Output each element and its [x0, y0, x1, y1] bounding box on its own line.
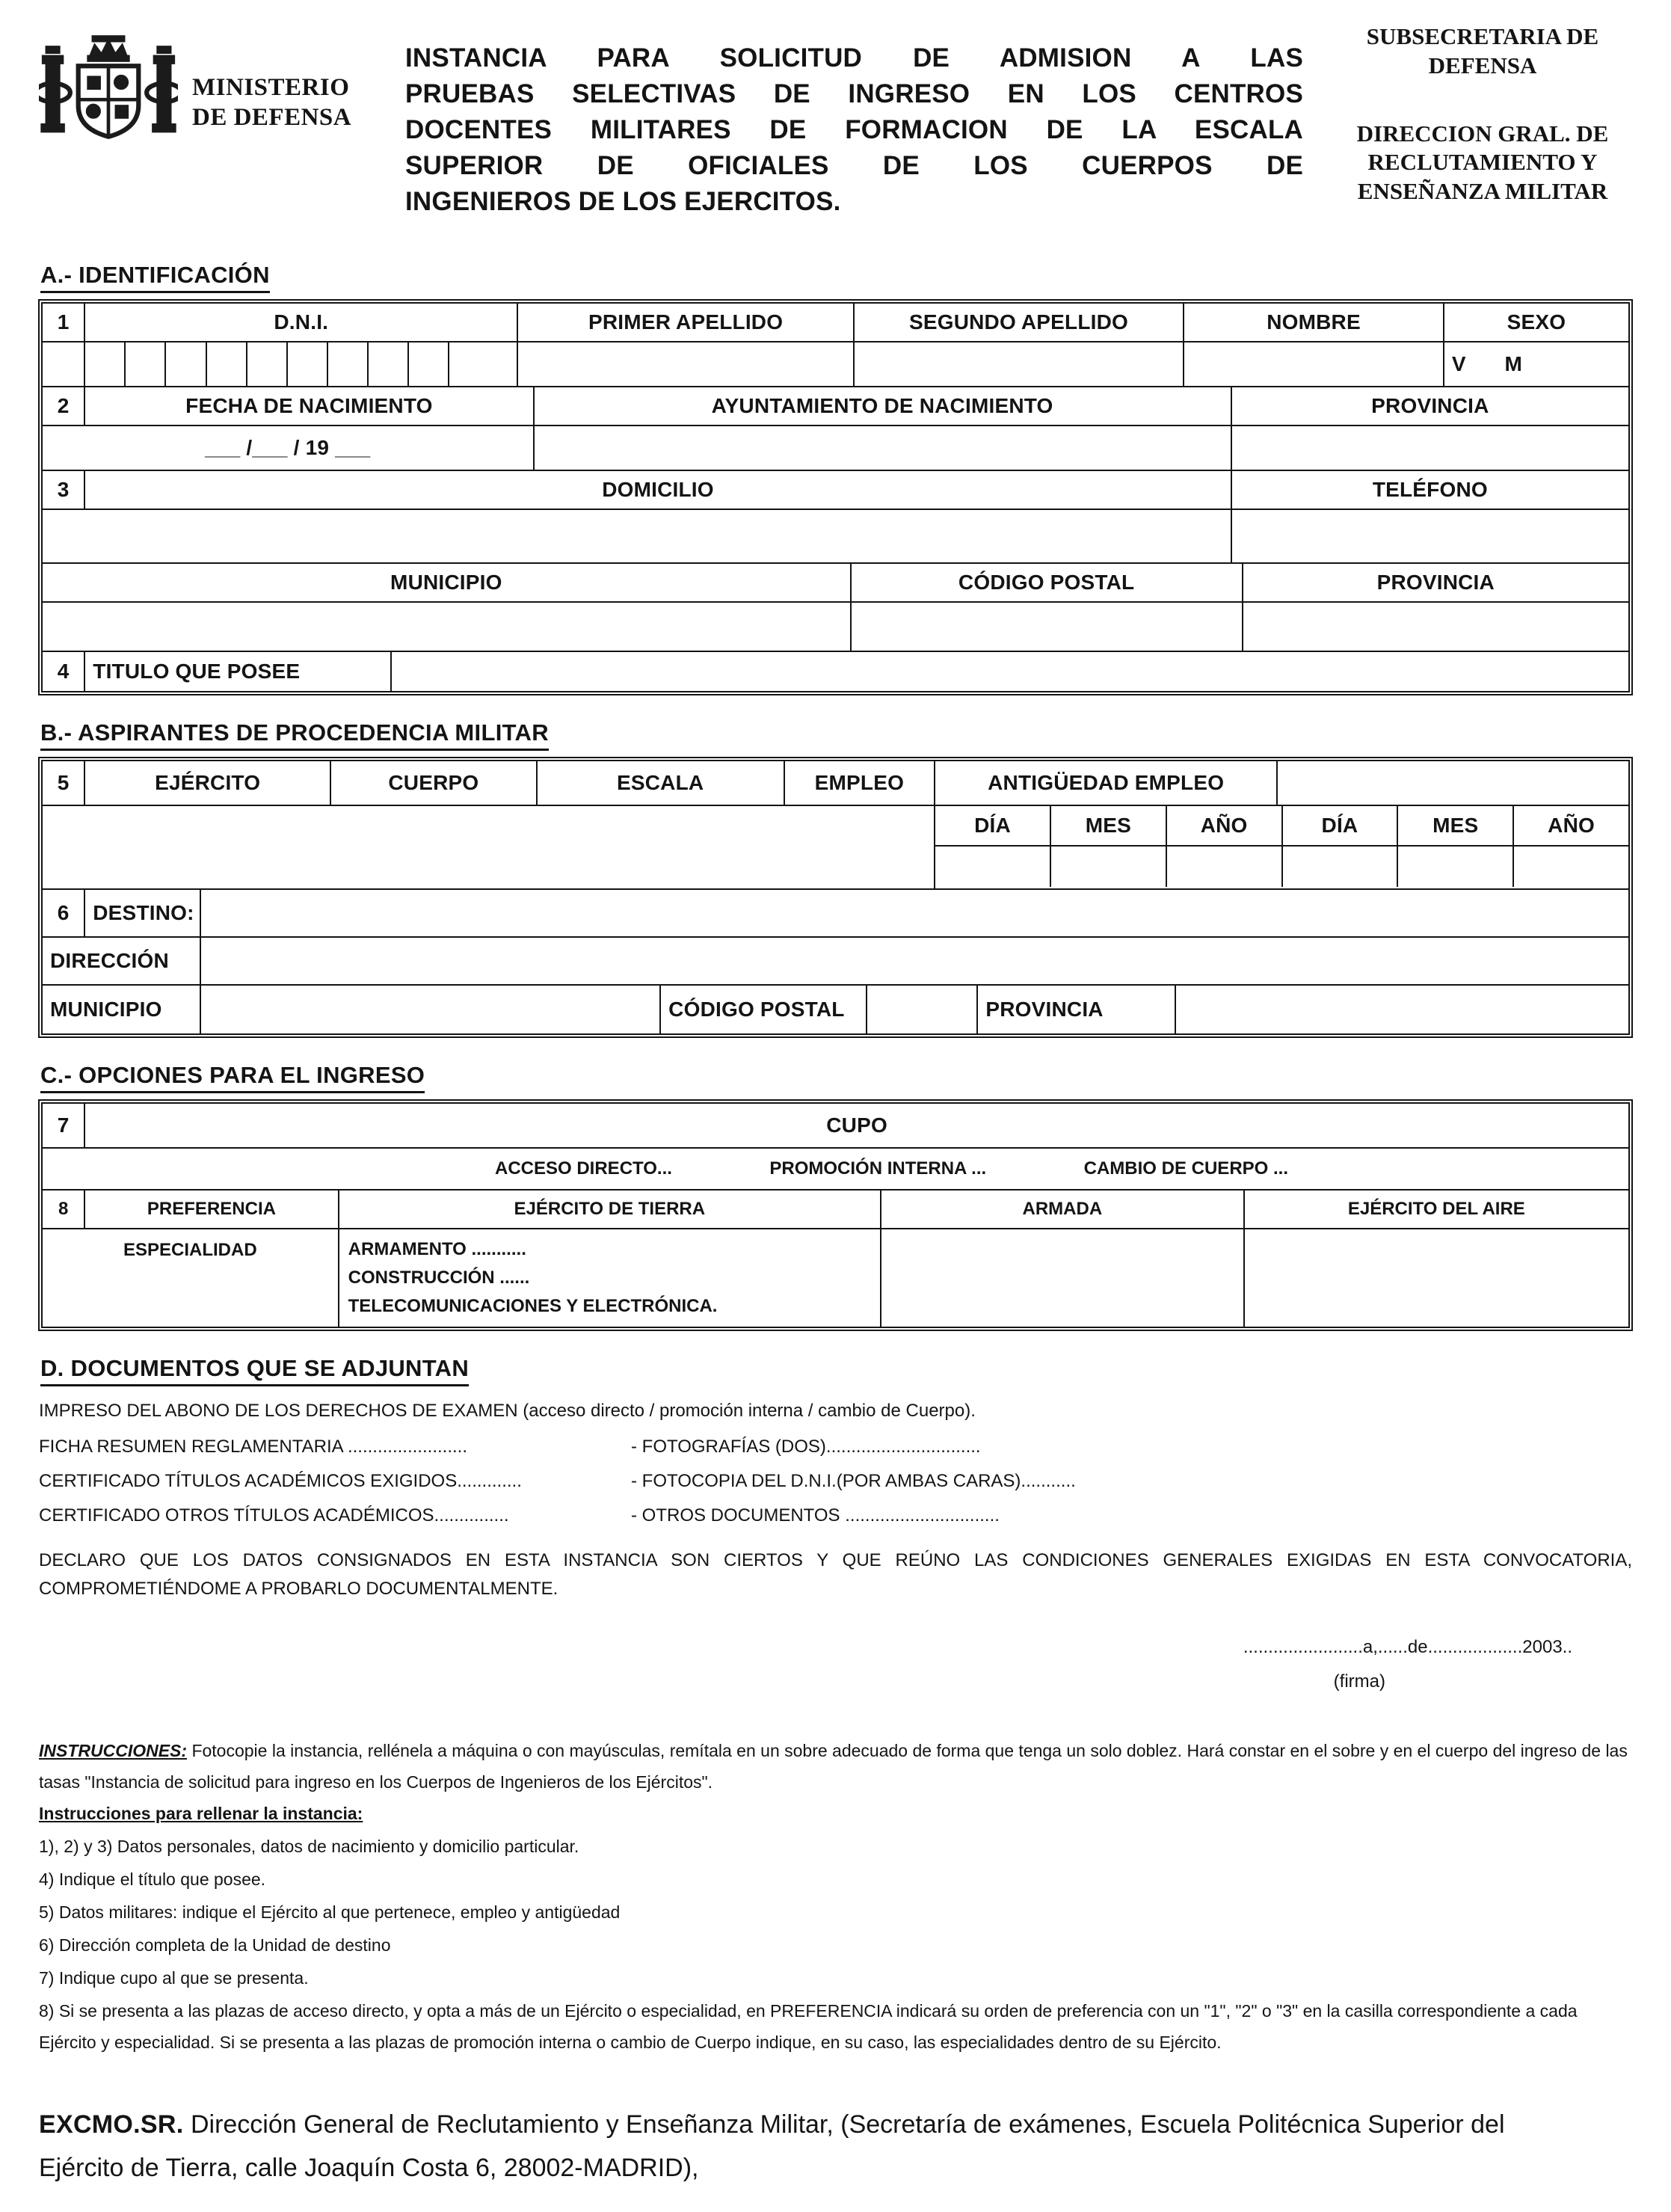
- section-c-heading: C.- OPCIONES PARA EL INGRESO: [40, 1062, 425, 1093]
- spacer-cell: [43, 342, 85, 386]
- codigo-postal-destino-input[interactable]: [867, 986, 978, 1033]
- armada-especialidad-input[interactable]: [881, 1229, 1245, 1327]
- antiguedad-extra-cell: [1278, 761, 1628, 805]
- sexo-option-v[interactable]: V: [1451, 352, 1466, 375]
- field-number-6: 6: [43, 890, 85, 936]
- antiguedad-empleo-label: ANTIGÜEDAD EMPLEO: [935, 761, 1278, 805]
- primer-apellido-label: PRIMER APELLIDO: [518, 304, 855, 341]
- declaration-line-1: DECLARO QUE LOS DATOS CONSIGNADOS EN ESTA INSTANCIA SON CIERTOS Y QUE REÚNO LAS CONDICIONES GENERALES EXIGIDAS EN ESTA CONVOCATORIA,: [39, 1550, 1632, 1570]
- documents-line-impreso: IMPRESO DEL ABONO DE LOS DERECHOS DE EXAMEN (acceso directo / promoción interna / cambio de Cuerpo).: [39, 1401, 976, 1421]
- municipio-input[interactable]: [43, 603, 852, 651]
- cupo-option-promocion-interna[interactable]: PROMOCIÓN INTERNA ...: [769, 1158, 987, 1179]
- ministry-name: [192, 15, 390, 132]
- sexo-option-m[interactable]: M: [1504, 352, 1522, 375]
- doc-certificado-otros[interactable]: CERTIFICADO OTROS TÍTULOS ACADÉMICOS...............: [39, 1505, 509, 1526]
- issuing-authority: [1333, 15, 1632, 206]
- preferencia-label: PREFERENCIA: [85, 1191, 339, 1228]
- dia-label: DÍA: [935, 806, 1051, 845]
- aire-especialidad-input[interactable]: [1245, 1229, 1628, 1327]
- especialidad-construccion[interactable]: CONSTRUCCIÓN ......: [348, 1268, 530, 1288]
- segundo-apellido-label: SEGUNDO APELLIDO: [855, 304, 1184, 341]
- fecha-nacimiento-input[interactable]: ___ /___ / 19 ___: [43, 426, 535, 470]
- segundo-apellido-input[interactable]: [855, 342, 1184, 386]
- form-title: [390, 15, 1333, 220]
- dni-digit-box[interactable]: [409, 342, 449, 386]
- subsecretaria-label: SUBSECRETARIA DE DEFENSA: [1366, 23, 1599, 79]
- titulo-label: TITULO QUE POSEE: [85, 652, 391, 691]
- municipio-destino-input[interactable]: [201, 986, 661, 1033]
- title-line: DOCENTES MILITARES DE FORMACION DE LA ESCALA: [405, 115, 1303, 144]
- military-origin-table: [41, 760, 1630, 1035]
- field-number-4: 4: [43, 652, 85, 691]
- codigo-postal-destino-label: CÓDIGO POSTAL: [661, 986, 867, 1033]
- especialidad-label: ESPECIALIDAD: [43, 1229, 339, 1327]
- ano-label: AÑO: [1548, 814, 1595, 837]
- ayuntamiento-label: AYUNTAMIENTO DE NACIMIENTO: [535, 387, 1232, 425]
- dni-digit-box[interactable]: [166, 342, 206, 386]
- direccion-label: DIRECCIÓN: [43, 938, 201, 984]
- dni-digit-box[interactable]: [85, 342, 126, 386]
- mes-input[interactable]: [1051, 847, 1167, 887]
- instruction-item-7: 7) Indique cupo al que se presenta.: [39, 1968, 309, 1988]
- section-d-heading: D. DOCUMENTOS QUE SE ADJUNTAN: [40, 1355, 469, 1386]
- instruction-item-5: 5) Datos militares: indique el Ejército al que pertenece, empleo y antigüedad: [39, 1902, 621, 1922]
- coat-of-arms-icon: [39, 34, 178, 156]
- field-number-2: 2: [43, 387, 85, 425]
- field-number-3: 3: [43, 471, 85, 509]
- dni-digit-box[interactable]: [288, 342, 328, 386]
- domicilio-label: DOMICILIO: [85, 471, 1231, 509]
- ano-label: AÑO: [1167, 806, 1283, 845]
- cupo-option-acceso-directo[interactable]: ACCESO DIRECTO...: [495, 1158, 672, 1179]
- dia-input[interactable]: [1283, 847, 1399, 887]
- doc-ficha-resumen[interactable]: FICHA RESUMEN REGLAMENTARIA ........................: [39, 1437, 467, 1457]
- instructions-intro-text: Fotocopie la instancia, rellénela a máquina o con mayúsculas, remítala en un sobre adecuado de forma que tenga un solo doblez. Hará constar en el sobre y en el cuerpo del ingreso de las tasas "Instancia de solicitud para ingreso en los Cuerpos de Ingenieros de los Ejércitos".: [39, 1741, 1628, 1792]
- documents-checklist: [39, 1400, 1632, 1693]
- escala-label: ESCALA: [538, 761, 785, 805]
- domicilio-input[interactable]: [43, 510, 1232, 562]
- dni-digit-box[interactable]: [207, 342, 247, 386]
- field-number-7: 7: [43, 1104, 85, 1147]
- titulo-input[interactable]: [392, 652, 1628, 691]
- doc-fotocopia-dni[interactable]: - FOTOCOPIA DEL D.N.I.(POR AMBAS CARAS)...........: [631, 1471, 1076, 1491]
- provincia-destino-input[interactable]: [1176, 986, 1628, 1033]
- instruction-item-8: 8) Si se presenta a las plazas de acceso directo, y opta a más de un Ejército o especialidad, en PREFERENCIA indicará su orden de preferencia con un "1", "2" o "3" en la casilla correspondiente a cada Ejército y especialidad. Si se presenta a las plazas de promoción interna o cambio de Cuerpo indique, en su caso, las especialidades dentro de su Ejército.: [39, 2001, 1578, 2052]
- fecha-nacimiento-label: FECHA DE NACIMIENTO: [85, 387, 534, 425]
- sexo-input[interactable]: [1444, 342, 1628, 386]
- provincia-nacimiento-label: PROVINCIA: [1371, 394, 1489, 417]
- identification-table: [41, 302, 1630, 692]
- firma-label: (firma): [1333, 1671, 1385, 1692]
- dia-input[interactable]: [935, 847, 1051, 887]
- section-b-heading: B.- ASPIRANTES DE PROCEDENCIA MILITAR: [40, 719, 549, 751]
- form-header: [39, 15, 1632, 220]
- dni-digit-box[interactable]: [126, 342, 166, 386]
- dia-label: DÍA: [1283, 806, 1399, 845]
- ingreso-options-table: [41, 1102, 1630, 1328]
- title-line: PRUEBAS SELECTIVAS DE INGRESO EN LOS CENTROS: [405, 79, 1303, 108]
- instructions-intro: [39, 1735, 1632, 1798]
- primer-apellido-input[interactable]: [518, 342, 855, 386]
- ayuntamiento-input[interactable]: [535, 426, 1232, 470]
- mes-label: MES: [1398, 806, 1514, 845]
- excmo-sr-label: EXCMO.SR.: [39, 2110, 184, 2139]
- telefono-label: TELÉFONO: [1372, 478, 1488, 501]
- doc-certificado-exigidos[interactable]: CERTIFICADO TÍTULOS ACADÉMICOS EXIGIDOS.............: [39, 1471, 522, 1491]
- doc-otros-documentos[interactable]: - OTROS DOCUMENTOS ...............................: [631, 1505, 1000, 1526]
- military-data-input[interactable]: [43, 806, 935, 888]
- ministry-line-2: DE DEFENSA: [192, 103, 352, 131]
- provincia-domicilio-label: PROVINCIA: [1376, 571, 1495, 594]
- title-line: SUPERIOR DE OFICIALES DE LOS CUERPOS DE: [405, 151, 1303, 180]
- instruction-item-6: 6) Dirección completa de la Unidad de destino: [39, 1935, 391, 1955]
- dni-digit-box[interactable]: [369, 342, 409, 386]
- armada-label: ARMADA: [881, 1191, 1245, 1228]
- provincia-destino-label: PROVINCIA: [978, 986, 1176, 1033]
- mes-input[interactable]: [1398, 847, 1514, 887]
- cupo-option-cambio-cuerpo[interactable]: CAMBIO DE CUERPO ...: [1083, 1158, 1288, 1179]
- sexo-label: SEXO: [1507, 310, 1566, 334]
- doc-fotografias[interactable]: - FOTOGRAFÍAS (DOS)...............................: [631, 1437, 981, 1457]
- destino-label: DESTINO:: [85, 890, 201, 936]
- municipio-destino-label: MUNICIPIO: [43, 986, 201, 1033]
- empleo-label: EMPLEO: [785, 761, 935, 805]
- spain-coat-of-arms-logo: [39, 15, 192, 159]
- ejercito-aire-label: EJÉRCITO DEL AIRE: [1347, 1199, 1525, 1219]
- destino-input[interactable]: [201, 890, 1628, 936]
- provincia-domicilio-input[interactable]: [1243, 603, 1628, 651]
- ano-input[interactable]: [1167, 847, 1283, 887]
- instruction-item-4: 4) Indique el título que posee.: [39, 1870, 266, 1889]
- codigo-postal-input[interactable]: [852, 603, 1243, 651]
- addressee-footer: [39, 2103, 1519, 2190]
- title-line: INSTANCIA PARA SOLICITUD DE ADMISION A LAS: [405, 43, 1303, 73]
- nombre-input[interactable]: [1184, 342, 1444, 386]
- cuerpo-label: CUERPO: [331, 761, 538, 805]
- codigo-postal-label: CÓDIGO POSTAL: [852, 564, 1243, 601]
- declaration-text: [39, 1546, 1632, 1603]
- provincia-nacimiento-input[interactable]: [1232, 426, 1628, 470]
- ejercito-tierra-label: EJÉRCITO DE TIERRA: [339, 1191, 881, 1228]
- field-number-5: 5: [43, 761, 85, 805]
- dni-digit-box[interactable]: [328, 342, 369, 386]
- nombre-label: NOMBRE: [1184, 304, 1444, 341]
- cupo-label: CUPO: [826, 1113, 887, 1137]
- ejercito-label: EJÉRCITO: [85, 761, 331, 805]
- title-line: INGENIEROS DE LOS EJERCITOS.: [405, 187, 841, 216]
- section-a-heading: A.- IDENTIFICACIÓN: [40, 262, 270, 293]
- especialidad-armamento[interactable]: ARMAMENTO ...........: [348, 1239, 526, 1259]
- instructions-block: [39, 1735, 1632, 2058]
- addressee-text: Dirección General de Reclutamiento y Enseñanza Militar, (Secretaría de exámenes, Escuela Politécnica Superior del Ejército de Tierra, calle Joaquín Costa 6, 28002-MADRID),: [39, 2110, 1505, 2182]
- instruction-item-1-2-3: 1), 2) y 3) Datos personales, datos de nacimiento y domicilio particular.: [39, 1837, 579, 1856]
- instructions-label: INSTRUCCIONES:: [39, 1741, 188, 1760]
- telefono-input[interactable]: [1232, 510, 1628, 562]
- signature-date-line[interactable]: ........................a,......de...................2003..: [1243, 1637, 1572, 1657]
- especialidad-telecomunicaciones[interactable]: TELECOMUNICACIONES Y ELECTRÓNICA.: [348, 1296, 718, 1316]
- dni-letter-box[interactable]: [449, 342, 518, 386]
- dni-label: D.N.I.: [85, 304, 518, 341]
- mes-label: MES: [1051, 806, 1167, 845]
- ministry-line-1: MINISTERIO: [192, 74, 350, 101]
- direccion-input[interactable]: [201, 938, 1628, 984]
- field-number-1: 1: [43, 304, 85, 341]
- municipio-label: MUNICIPIO: [43, 564, 852, 601]
- direccion-general-label: DIRECCION GRAL. DE RECLUTAMIENTO Y ENSEÑANZA MILITAR: [1356, 120, 1609, 204]
- dni-digit-box[interactable]: [247, 342, 288, 386]
- field-number-8: 8: [43, 1191, 85, 1228]
- instructions-subheading: Instrucciones para rellenar la instancia:: [39, 1804, 363, 1823]
- ano-input[interactable]: [1514, 847, 1628, 887]
- declaration-line-2: COMPROMETIÉNDOME A PROBARLO DOCUMENTALMENTE.: [39, 1579, 558, 1599]
